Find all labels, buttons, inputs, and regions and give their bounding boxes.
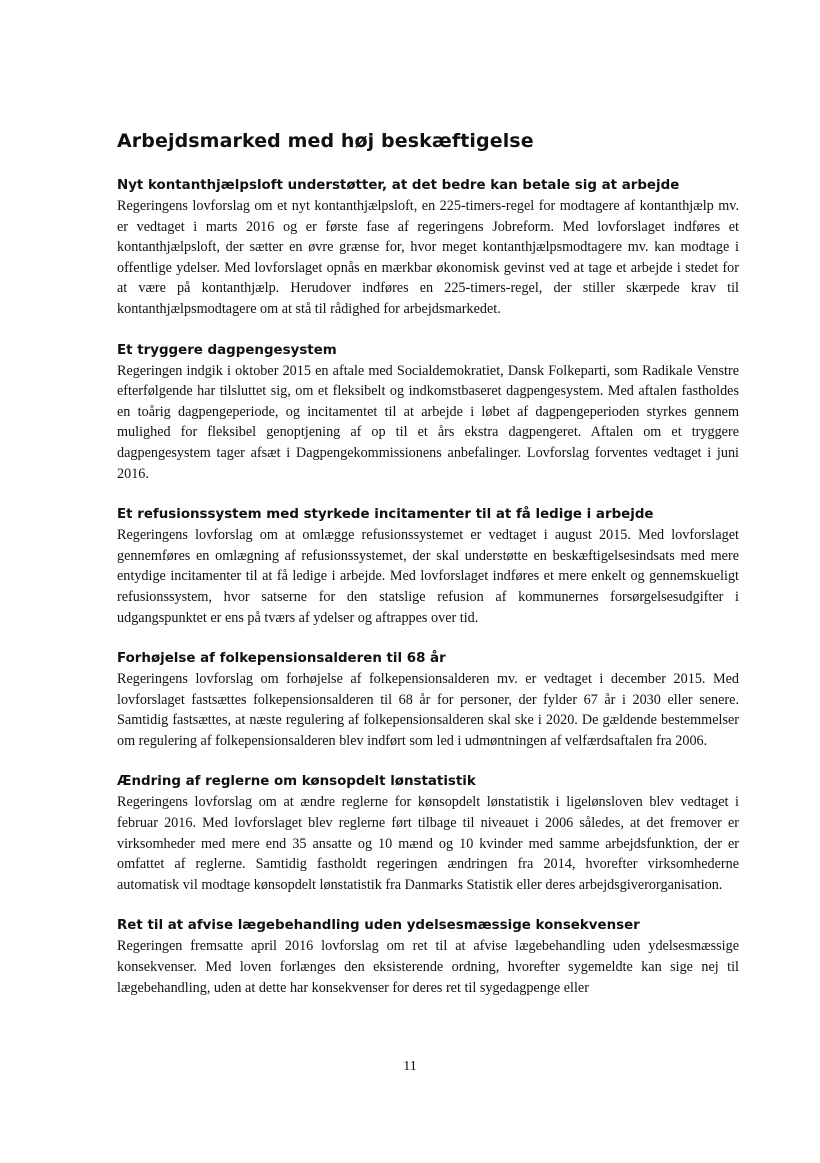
document-page bbox=[117, 128, 739, 1019]
section-body: Regeringen indgik i oktober 2015 en aftale med Socialdemokratiet, Dansk Folkeparti, som Radikale Venstre efterfølgende har tilsluttet sig, om et fleksibelt og indkomstbaseret dagpengesystem. Med aftalen fastholdes en toårig dagpengeperiode, og incitamentet til at arbejde i løbet af dagpengeperioden styrkes gennem mulighed for fleksibel genoptjening af op til et års ekstra dagpengeret. Aftalen om et tryggere dagpengesystem tager afsæt i Dagpengekommissionens anbefalinger. Lovforslag forventes vedtaget i juni 2016. bbox=[117, 362, 739, 482]
section-dagpengesystem bbox=[117, 341, 739, 485]
section-heading: Et refusionssystem med styrkede incitamenter til at få ledige i arbejde bbox=[117, 507, 654, 523]
section-heading: Forhøjelse af folkepensionsalderen til 68 år bbox=[117, 651, 446, 667]
section-body: Regeringens lovforslag om forhøjelse af folkepensionsalderen mv. er vedtaget i december 2015. Med lovforslaget fastsættes folkepensionsalderen til 68 år for personer, der fylder 67 år i 2030 eller senere. Samtidig fastsættes, at næste regulering af folkepensionsalderen skal ske i 2020. De gældende bestemmelser om regulering af folkepensionsalderen blev indført som led i udmøntningen af velfærdsaftalen fra 2006. bbox=[117, 671, 739, 749]
section-body: Regeringens lovforslag om et nyt kontanthjælpsloft, en 225-timers-regel for modtagere af kontanthjælp mv. er vedtaget i marts 2016 og er første fase af regeringens Jobreform. Med lovforslaget indføres et kontanthjælpsloft, der sætter en øvre grænse for, hvor meget kontanthjælpsmodtagere mv. kan modtage i offentlige ydelser. Med lovforslaget opnås en mærkbar økonomisk gevinst ved at tage et arbejde i stedet for at være på kontanthjælp. Herudover indføres en 225-timers-regel, der stiller skærpede krav til kontanthjælpsmodtagere om at stå til rådighed for arbejdsmarkedet. bbox=[117, 198, 739, 317]
section-heading: Nyt kontanthjælpsloft understøtter, at det bedre kan betale sig at arbejde bbox=[117, 178, 680, 193]
page-number: 11 bbox=[403, 1059, 417, 1074]
section-laegebehandling bbox=[117, 916, 739, 998]
section-kontanthjaelpsloft bbox=[117, 176, 739, 320]
section-body: Regeringen fremsatte april 2016 lovforslag om ret til at afvise lægebehandling uden ydelsesmæssige konsekvenser. Med loven forlænges den eksisterende ordning, hvorefter sygemeldte kan sige nej til lægebehandling, uden at dette har konsekvenser for deres ret til sygedagpenge eller bbox=[117, 938, 739, 996]
section-refusionssystem bbox=[117, 505, 739, 628]
section-heading: Ændring af reglerne om kønsopdelt lønstatistik bbox=[117, 774, 476, 790]
section-loenstatistik bbox=[117, 772, 739, 895]
section-folkepensionsalder bbox=[117, 649, 739, 751]
section-heading: Et tryggere dagpengesystem bbox=[117, 342, 337, 358]
section-heading: Ret til at afvise lægebehandling uden ydelsesmæssige konsekvenser bbox=[117, 918, 640, 934]
section-body: Regeringens lovforslag om at ændre reglerne for kønsopdelt lønstatistik i ligelønsloven blev vedtaget i februar 2016. Med lovforslaget blev reglerne ført tilbage til niveauet i 2006 således, at det fremover er virksomheder med mere end 35 ansatte og 10 mænd og 10 kvinder med samme arbejdsfunktion, der er omfattet af reglerne. Samtidig fastholdt regeringen ændringen fra 2014, hvorefter virksomhederne automatisk vil modtage kønsopdelt lønstatistik fra Danmarks Statistik eller deres arbejdsgiverorganisation. bbox=[117, 794, 739, 893]
page-title: Arbejdsmarked med høj beskæftigelse bbox=[117, 130, 534, 152]
section-body: Regeringens lovforslag om at omlægge refusionssystemet er vedtaget i august 2015. Med lovforslaget gennemføres en omlægning af refusionssystemet, der skal understøtte en beskæftigelsesindsats med mere entydige incitamenter til at få ledige i arbejde. Med lovforslaget indføres et mere enkelt og gennemskueligt refusionssystem, hvor satserne for den statslige refusion af kommunernes forsørgelsesudgifter i udgangspunktet er ens på tværs af ydelser og aftrappes over tid. bbox=[117, 527, 739, 626]
